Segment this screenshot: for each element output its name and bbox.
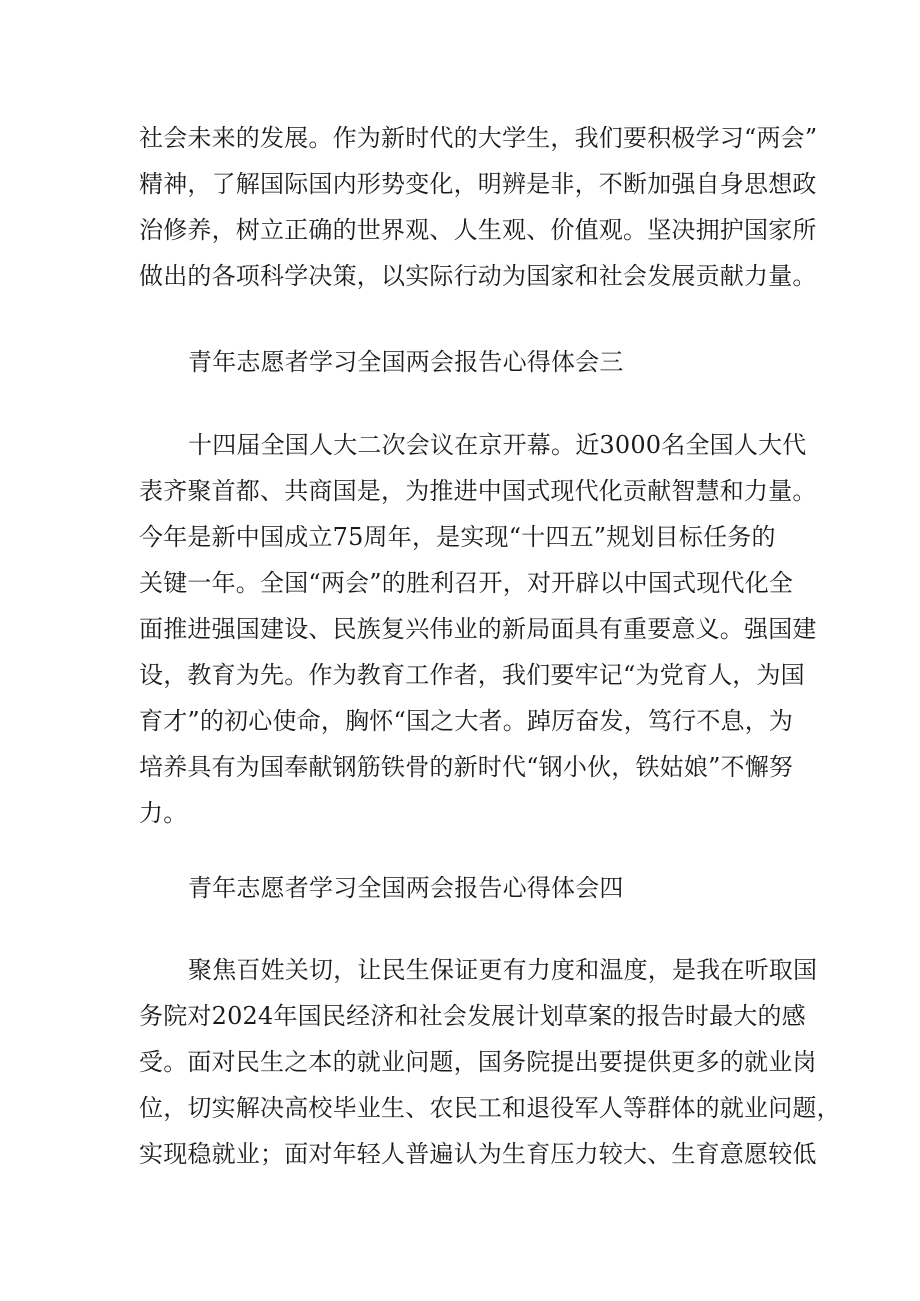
paragraph-3-line-3: 受。面对民生之本的就业问题，国务院提出要提供更多的就业岗 [139, 1048, 817, 1076]
paragraph-2-line-7: 育才”的初心使命，胸怀“国之大者。踔厉奋发，笃行不息，为 [139, 707, 794, 735]
paragraph-3-line-2: 务院对2024年国民经济和社会发展计划草案的报告时最大的感 [139, 1002, 806, 1030]
paragraph-3-line-5: 实现稳就业；面对年轻人普遍认为生育压力较大、生育意愿较低 [139, 1140, 817, 1168]
section-heading-3: 青年志愿者学习全国两会报告心得体会三 [188, 348, 624, 376]
paragraph-2-line-1: 十四届全国人大二次会议在京开幕。近3000名全国人大代 [188, 431, 807, 459]
paragraph-1-line-1: 社会未来的发展。作为新时代的大学生，我们要积极学习“两会” [139, 124, 818, 152]
paragraph-2-line-5: 面推进强国建设、民族复兴伟业的新局面具有重要意义。强国建 [139, 615, 817, 643]
paragraph-1-line-4: 做出的各项科学决策，以实际行动为国家和社会发展贡献力量。 [139, 262, 817, 290]
paragraph-2-line-6: 设，教育为先。作为教育工作者，我们要牢记“为党育人，为国 [139, 661, 805, 689]
paragraph-2-line-8: 培养具有为国奉献钢筋铁骨的新时代“钢小伙，铁姑娘”不懈努 [139, 753, 794, 781]
paragraph-2-line-4: 关键一年。全国“两会”的胜利召开，对开辟以中国式现代化全 [139, 569, 794, 597]
paragraph-2-line-3: 今年是新中国成立75周年，是实现“十四五”规划目标任务的 [139, 523, 776, 551]
paragraph-1-line-3: 治修养，树立正确的世界观、人生观、价值观。坚决拥护国家所 [139, 216, 817, 244]
paragraph-2-line-2: 表齐聚首都、共商国是，为推进中国式现代化贡献智慧和力量。 [139, 477, 817, 505]
paragraph-3-line-4: 位，切实解决高校毕业生、农民工和退役军人等群体的就业问题， [139, 1094, 841, 1122]
section-heading-4: 青年志愿者学习全国两会报告心得体会四 [188, 874, 624, 902]
paragraph-1-line-2: 精神，了解国际国内形势变化，明辨是非，不断加强自身思想政 [139, 170, 817, 198]
paragraph-2-line-9: 力。 [139, 799, 188, 827]
paragraph-3-line-1: 聚焦百姓关切，让民生保证更有力度和温度，是我在听取国 [188, 956, 818, 984]
